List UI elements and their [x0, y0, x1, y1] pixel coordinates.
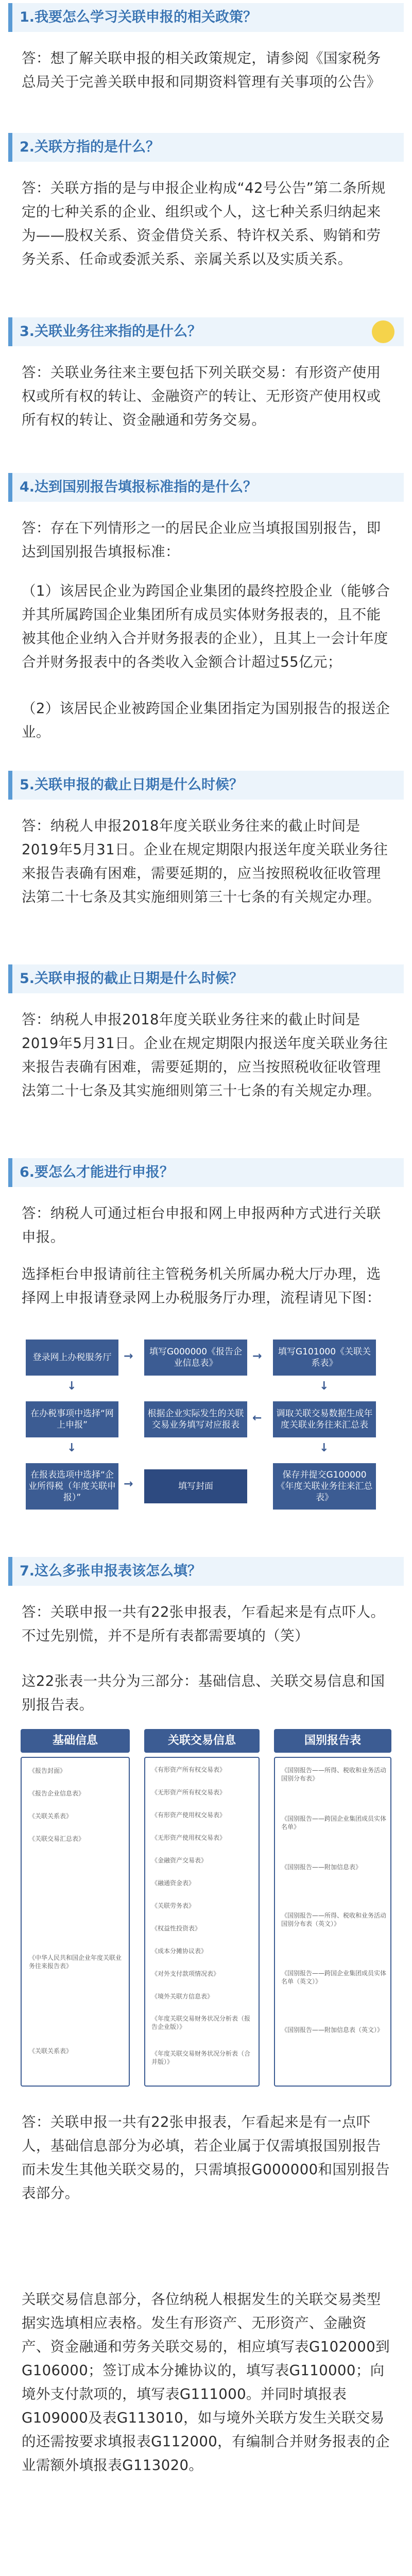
answer-text: 答：关联业务往来主要包括下列关联交易：有形资产使用权或所有权的转让、金融资产的转让、无形资产使用权或所有权的转让、资金融通和劳务交易。 [22, 364, 381, 428]
list-item: （1）该居民企业为跨国企业集团的最终控股企业（能够合并其所属跨国企业集团所有成员实体财务报表的，且不能被其他企业纳入合并财务报表的企业），且其上一会计年度合并财务报表中的各类收入金额合计超过55亿元； [22, 583, 390, 670]
accent-bar [8, 771, 12, 800]
flow-step: 登录网上办税服务厅 [26, 1340, 118, 1376]
list-item: 《报告企业信息表》 [29, 1790, 85, 1797]
answer-text: 这22张表一共分为三部分：基础信息、关联交易信息和国别报告表。 [22, 1673, 385, 1713]
answer-text: 答：关联申报一共有22张申报表，乍看起来是有点吓人。不过先别慌，并不是所有表都需要填的（笑） [22, 1604, 385, 1644]
list-item: 《国别报告——所得、税收和业务活动国别分布表（英文）》 [281, 1912, 387, 1927]
column-body [274, 1757, 391, 2087]
arrow-right-icon: → [124, 1350, 133, 1363]
question-bar [8, 1557, 404, 1586]
question-bar [8, 1158, 404, 1187]
question-bar [8, 771, 404, 800]
accent-bar [8, 473, 12, 502]
answer-text: 答：关联方指的是与申报企业构成“42号公告”第二条所规定的七种关系的企业、组织或个人，这七种关系归纳起来为——股权关系、资金借贷关系、特许权关系、购销和劳务关系、任命或委派关系、亲属关系以及实质关系。 [22, 180, 386, 267]
accent-bar [8, 133, 12, 162]
list-item: 《国别报告——所得、税收和业务活动国别分布表》 [281, 1767, 387, 1782]
answer-text: 答：想了解关联申报的相关政策规定，请参阅《国家税务总局关于完善关联申报和同期资料管理有关事项的公告》 [22, 50, 381, 90]
question-title: 6.要怎么才能进行申报？ [20, 1164, 174, 1180]
question-title: 7.这么多张申报表该怎么填？ [20, 1563, 202, 1579]
list-item: 《对外支付款项情况表》 [151, 1970, 220, 1977]
accent-bar [8, 964, 12, 993]
arrow-down-icon: ↓ [67, 1442, 77, 1454]
column-body [21, 1757, 130, 2087]
answer-text: 答：关联申报一共有22张申报表，乍看起来是有一点吓人，基础信息部分为必填，若企业属于仅需填报国别报告而未发生其他关联交易的，只需填报G000000和国别报告表部分。 [22, 2114, 390, 2201]
column-header: 关联交易信息 [144, 1729, 260, 1753]
question-title: 2.关联方指的是什么？ [20, 139, 160, 155]
flow-step: 在报表选项中选择“企业所得税（年度关联申报）” [26, 1463, 118, 1510]
arrow-left-icon: ← [252, 1412, 262, 1425]
flow-step: 根据企业实际发生的关联交易业务填写对应报表 [144, 1401, 247, 1437]
accent-bar [8, 1158, 12, 1187]
question-title: 1.我要怎么学习关联申报的相关政策？ [20, 9, 258, 25]
list-item: 《境外关联方信息表》 [151, 1993, 214, 2000]
list-item: 《报告封面》 [29, 1767, 66, 1774]
question-title: 4.达到国别报告填报标准指的是什么？ [20, 479, 258, 495]
column-header: 国别报告表 [274, 1729, 391, 1753]
list-item: 《无形资产所有权交易表》 [151, 1789, 226, 1796]
arrow-down-icon: ↓ [319, 1380, 329, 1393]
arrow-right-icon: → [124, 1478, 133, 1490]
question-bar [8, 964, 404, 993]
list-item: 《国别报告——附加信息表（英文）》 [281, 2026, 384, 2033]
accent-bar [8, 3, 12, 32]
list-item: 《中华人民共和国企业年度关联业务往来报告表》 [29, 1954, 122, 1970]
answer-text: 答：纳税人申报2018年度关联业务往来的截止时间是2019年5月31日。企业在规定期限内报送年度关联业务往来报告表确有困难，需要延期的，应当按照税收征收管理法第二十七条及其实施细则第三十七条的有关规定办理。 [22, 818, 388, 905]
arrow-down-icon: ↓ [319, 1442, 329, 1454]
accent-bar [8, 317, 12, 346]
list-item: 《有形资产使用权交易表》 [151, 1811, 226, 1819]
arrow-right-icon: → [252, 1350, 262, 1363]
decoration-icon [372, 320, 394, 343]
list-item: （2）该居民企业被跨国企业集团指定为国别报告的报送企业。 [22, 700, 390, 740]
flow-step: 填写G000000《报告企业信息表》 [144, 1340, 247, 1376]
question-title: 5.关联申报的截止日期是什么时候？ [20, 971, 244, 987]
question-bar [8, 317, 404, 346]
list-item: 《关联劳务表》 [151, 1902, 195, 1909]
answer-text: 关联交易信息部分，各位纳税人根据发生的关联交易类型据实选填相应表格。发生有形资产、无形资产、金融资产、资金融通和劳务关联交易的，相应填写表G102000到G106000；签订成本分摊协议的，填写表G110000；向境外支付款项的，填写表G111000。并同时填报表G109000及表G113010，如与境外关联方发生关联交易的还需按要求填报表G112000，有编制合并财务报表的企业需额外填报表G113020。 [22, 2291, 390, 2473]
column-header: 基础信息 [21, 1729, 130, 1753]
flow-step: 填写封面 [144, 1469, 247, 1503]
flowchart [21, 1334, 391, 1540]
question-bar [8, 473, 404, 502]
flow-step: 在办税事项中选择“网上申报” [26, 1401, 118, 1437]
list-item: 《成本分摊协议表》 [151, 1947, 208, 1955]
flow-step: 保存并提交G100000《年度关联业务往来汇总表》 [273, 1463, 376, 1510]
list-item: 《国别报告——跨国企业集团成员实体名单（英文）》 [281, 1970, 387, 1985]
flow-step: 调取关联交易数据生成年度关联业务往来汇总表 [273, 1401, 376, 1437]
list-item: 《权益性投资表》 [151, 1925, 201, 1932]
answer-text: 答：存在下列情形之一的居民企业应当填报国别报告，即达到国别报告填报标准： [22, 520, 381, 560]
list-item: 《关联关系表》 [29, 2047, 73, 2055]
question-bar [8, 3, 404, 32]
list-item: 《国别报告——附加信息表》 [281, 1863, 362, 1871]
list-item: 《有形资产所有权交易表》 [151, 1766, 226, 1773]
answer-text: 答：纳税人可通过柜台申报和网上申报两种方式进行关联申报。 [22, 1205, 381, 1245]
flow-step: 填写G101000《关联关系表》 [273, 1340, 376, 1376]
list-item: 《年度关联交易财务状况分析表（报告企业版）》 [151, 2015, 251, 2030]
list-item: 《无形资产使用权交易表》 [151, 1834, 226, 1841]
list-item: 《融通资金表》 [151, 1879, 195, 1887]
accent-bar [8, 1557, 12, 1586]
question-title: 5.关联申报的截止日期是什么时候？ [20, 777, 244, 793]
table-figure [21, 1729, 391, 2090]
column-body [144, 1757, 260, 2087]
list-item: 《金融资产交易表》 [151, 1857, 208, 1864]
question-title: 3.关联业务往来指的是什么？ [20, 324, 202, 340]
answer-text: 答：纳税人申报2018年度关联业务往来的截止时间是2019年5月31日。企业在规定期限内报送年度关联业务往来报告表确有困难，需要延期的，应当按照税收征收管理法第二十七条及其实施细则第三十七条的有关规定办理。 [22, 1011, 388, 1099]
arrow-down-icon: ↓ [67, 1380, 77, 1393]
list-item: 《国别报告——跨国企业集团成员实体名单》 [281, 1815, 387, 1831]
answer-text: 选择柜台申报请前往主管税务机关所属办税大厅办理，选择网上申报请登录网上办税服务厅办理，流程请见下图： [22, 1266, 381, 1306]
list-item: 《关联关系表》 [29, 1812, 73, 1820]
list-item: 《年度关联交易财务状况分析表（合并版）》 [151, 2050, 251, 2065]
question-bar [8, 133, 404, 162]
list-item: 《关联交易汇总表》 [29, 1835, 85, 1842]
